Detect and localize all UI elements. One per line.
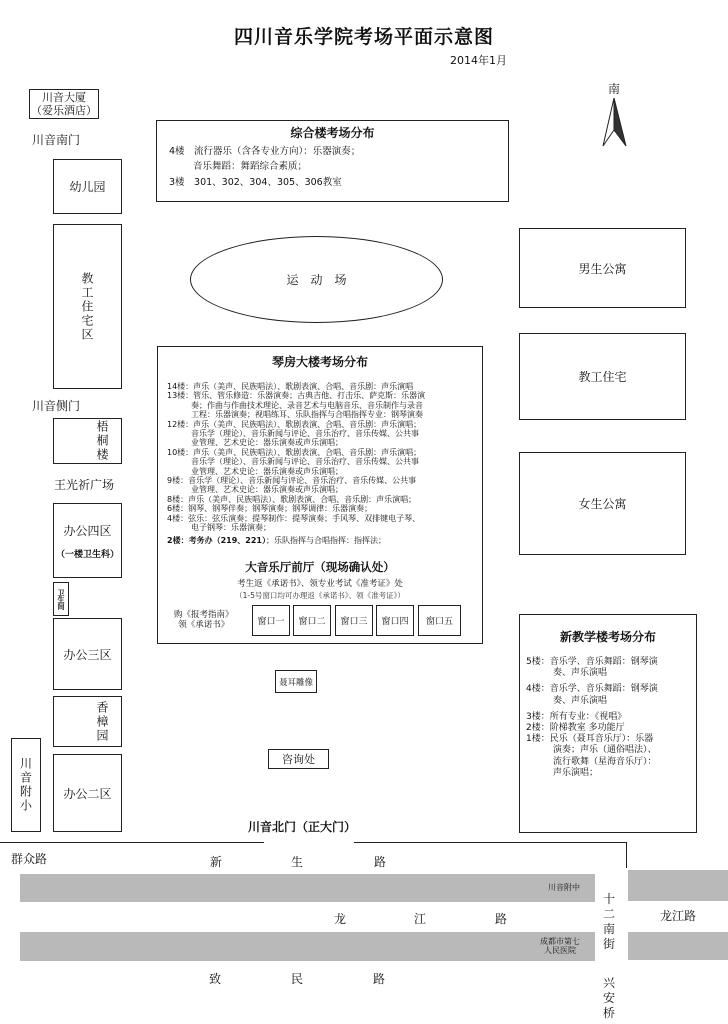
tower-hotel: （爱乐酒店）	[31, 104, 97, 117]
info-desk-label: 咨询处	[282, 753, 315, 766]
xinsheng-road-char1: 新	[210, 855, 223, 869]
south-gate-label: 川音南门	[32, 133, 81, 147]
xinjiaoxue-floor-line: 奏、声乐演唱	[526, 668, 608, 679]
xingan-bridge-label: 兴安桥	[603, 976, 616, 1020]
faculty-house2-label: 教工住宅	[578, 370, 627, 384]
window-3: 窗口三	[335, 605, 373, 636]
north-gate-label: 川音北门（正大门）	[248, 820, 357, 834]
xinjiaoxue-floor-line: 声乐演唱；	[526, 767, 599, 778]
block-right-upper	[628, 870, 728, 901]
wangguangqi-square-label: 王光祈广场	[54, 478, 115, 492]
longjiang-road-char3: 路	[495, 912, 508, 926]
qinfang-floor-line: 4楼：弦乐：弦乐演奏；提琴制作：提琴演奏；手风琴、双排键电子琴、	[167, 513, 421, 523]
longjiang-road-char2: 江	[414, 912, 427, 926]
qinfang-floor-line: 13楼：管乐、管乐修造：乐器演奏；古典吉他、打击乐、萨克斯：乐器演	[167, 391, 426, 401]
date-label: 2014年1月	[450, 54, 507, 67]
xinsheng-road-char3: 路	[374, 855, 387, 869]
building-faculty-house2	[519, 333, 686, 420]
window-2: 窗口二	[293, 605, 331, 636]
hospital-label	[540, 937, 580, 955]
xinsheng-road-char2: 生	[291, 855, 304, 869]
faculty-housing-label: 教工住宅区	[80, 271, 94, 342]
xinjiaoxue-floor-line: 3楼：所有专业：《视唱》	[526, 711, 627, 722]
page-title: 四川音乐学院考场平面示意图	[233, 26, 494, 48]
building-affiliated-primary	[11, 738, 41, 832]
office3-label: 办公三区	[63, 647, 112, 662]
male-dorm-label: 男生公寓	[578, 261, 627, 276]
zonghe-line1: 4楼 流行器乐（含各专业方向）：乐器演奏；	[169, 146, 361, 157]
qinfang-floor-line: 音乐学（理论）、音乐新闻与评论、音乐治疗、音乐传媒、公共事	[167, 457, 419, 467]
hospital-line1: 成都市第七	[540, 937, 580, 946]
office4-health-label: （一楼卫生科）	[55, 549, 119, 560]
qinfang-floor-line: 奏；作曲与作曲技术理论、录音艺术与电脑音乐、音乐制作与录音	[167, 400, 423, 410]
qinfang-floor-line: 业管理、艺术史论：器乐演奏或声乐演唱；	[167, 485, 343, 495]
tower-name: 川音大厦	[42, 91, 86, 104]
building-wutong	[53, 418, 122, 464]
xiangzhang-label: 香樟园	[95, 700, 109, 743]
block-affiliated-middle	[20, 874, 595, 902]
zonghe-line3: 3楼 301、302、304、305、306教室	[169, 177, 342, 188]
xinjiaoxue-floor-line: 1楼：民乐（聂耳音乐厅）：乐器	[526, 734, 654, 745]
window-4: 窗口四	[376, 605, 414, 636]
building-wc	[53, 582, 69, 616]
qinfang-floor-line: 9楼：音乐学（理论）、音乐新闻与评论、音乐治疗、音乐传媒、公共事	[167, 476, 417, 486]
road-edge-upper	[0, 842, 264, 843]
xinjiaoxue-floor-line: 5楼：音乐学、音乐舞蹈：钢琴演	[526, 657, 658, 667]
compass-label: 南	[608, 82, 621, 96]
window-1: 窗口一	[252, 605, 290, 636]
block-hospital	[20, 932, 595, 961]
qinfang-floor-line: 10楼：声乐（美声、民族唱法）、歌剧表演、合唱、音乐剧：声乐演唱；	[167, 447, 422, 457]
female-dorm-label: 女生公寓	[578, 497, 627, 511]
building-office2	[53, 754, 122, 832]
road-edge-vertical	[626, 842, 627, 868]
qinfang-floor-line: 电子钢琴：乐器演奏；	[167, 523, 271, 533]
office2-label: 办公二区	[63, 786, 112, 801]
wc-label: 卫生间	[57, 588, 65, 610]
qinfang-floor-line: 音乐学（理论）、音乐新闻与评论、音乐治疗、音乐传媒、公共事	[167, 429, 419, 439]
road-edge-upper-right	[354, 842, 626, 843]
building-male-dorm	[519, 228, 686, 308]
buy-guide-label	[174, 610, 234, 630]
building-faculty-housing	[53, 224, 122, 389]
compass-arrow-icon	[600, 96, 630, 152]
affiliated-primary-label: 川音附小	[18, 757, 33, 813]
xinjiaoxue-floor-list	[526, 657, 658, 779]
building-office4	[53, 503, 122, 578]
sports-field-label: 运 动 场	[286, 273, 347, 287]
qinfang-floor-list	[167, 382, 478, 533]
building-office3	[53, 618, 122, 690]
chuanyin-tower	[29, 89, 99, 119]
qinfang-floor-line: 6楼：钢琴、钢琴伴奏；钢琴演奏；钢琴调律：乐器演奏；	[167, 504, 373, 514]
longjiang-road-right-label: 龙江路	[660, 909, 697, 923]
qinfang-floor-line: 12楼：声乐（美声、民族唱法）、歌剧表演、合唱、音乐剧：声乐演唱；	[167, 419, 422, 429]
longjiang-road-char1: 龙	[334, 912, 347, 926]
building-female-dorm	[519, 452, 686, 555]
xinjiaoxue-title: 新教学楼考场分布	[559, 630, 656, 644]
qinfang-floor-line: 14楼：声乐（美声、民族唱法）、歌剧表演、合唱、音乐剧：声乐演唱	[167, 382, 414, 391]
wutong-label: 梧桐楼	[95, 420, 109, 462]
qinfang-floor-line: 工程：乐器演奏；视唱练耳、乐队指挥与合唱指挥专业：钢琴演奏	[167, 410, 423, 420]
zhimin-road-char3: 路	[373, 972, 386, 986]
buy-guide-line1: 购《报考指南》	[174, 610, 234, 620]
zonghe-line2: 音乐舞蹈：舞蹈综合素质；	[193, 161, 308, 172]
qinfang-floor2	[167, 536, 386, 545]
office4-label: 办公四区	[63, 523, 112, 538]
xinjiaoxue-floor-line: 演奏；声乐（通俗唱法）、	[526, 745, 657, 756]
info-desk	[268, 749, 329, 769]
zonghe-title: 综合楼考场分布	[290, 126, 375, 140]
xinjiaoxue-floor-line: 4楼：音乐学、音乐舞蹈：钢琴演	[526, 684, 658, 695]
xinjiaoxue-floor-line: 2楼：阶梯教室 多功能厅	[526, 723, 625, 734]
hall-line2: （1-5号窗口均可办理返《承诺书》、领《准考证》）	[235, 591, 405, 600]
qinfang-floor-line: 业管理、艺术史论：器乐演奏或声乐演唱；	[167, 438, 343, 448]
affiliated-middle-label: 川音附中	[548, 883, 580, 892]
qinfang-building-panel	[157, 346, 483, 644]
nie-er-label: 聂耳雕像	[278, 677, 313, 688]
kindergarten-label: 幼儿园	[69, 180, 106, 194]
nie-er-statue	[275, 670, 317, 693]
qinfang-title: 琴房大楼考场分布	[271, 355, 368, 369]
qinfang-floor-line: 业管理、艺术史论：器乐演奏或声乐演唱；	[167, 466, 343, 476]
side-gate-label: 川音侧门	[32, 399, 81, 413]
zhimin-road-char2: 民	[291, 972, 304, 986]
shier-nanjie-label: 十二南街	[603, 892, 616, 951]
zhimin-road-char1: 致	[209, 972, 222, 986]
sports-field	[190, 236, 443, 323]
xinjiaoxue-floor-line: 奏、声乐演唱	[526, 695, 608, 706]
buy-guide-line2: 领《承诺书》	[178, 620, 230, 630]
hall-line1: 考生返《承诺书》、领专业考试《准考证》处	[237, 579, 403, 589]
qinfang-floor2-rest: ；乐队指挥与合唱指挥：指挥法；	[265, 536, 386, 545]
hall-title: 大音乐厅前厅（现场确认处）	[245, 560, 395, 574]
xinjiaoxue-panel	[519, 614, 697, 833]
zonghe-building-panel	[156, 120, 509, 202]
building-xiangzhang	[53, 696, 122, 747]
qunzhong-road-label: 群众路	[11, 852, 48, 866]
qinfang-floor2-bold: 2楼：考务办（219、221）	[167, 536, 266, 545]
xinjiaoxue-floor-line: 流行歌舞（星海音乐厅）：	[526, 756, 657, 767]
hospital-line2: 人民医院	[544, 946, 576, 955]
qinfang-floor-line: 8楼：声乐（美声、民族唱法）、歌剧表演、合唱、音乐剧：声乐演唱；	[167, 494, 417, 504]
block-right-lower	[628, 932, 728, 960]
window-5: 窗口五	[418, 605, 461, 636]
building-kindergarten	[53, 159, 122, 214]
